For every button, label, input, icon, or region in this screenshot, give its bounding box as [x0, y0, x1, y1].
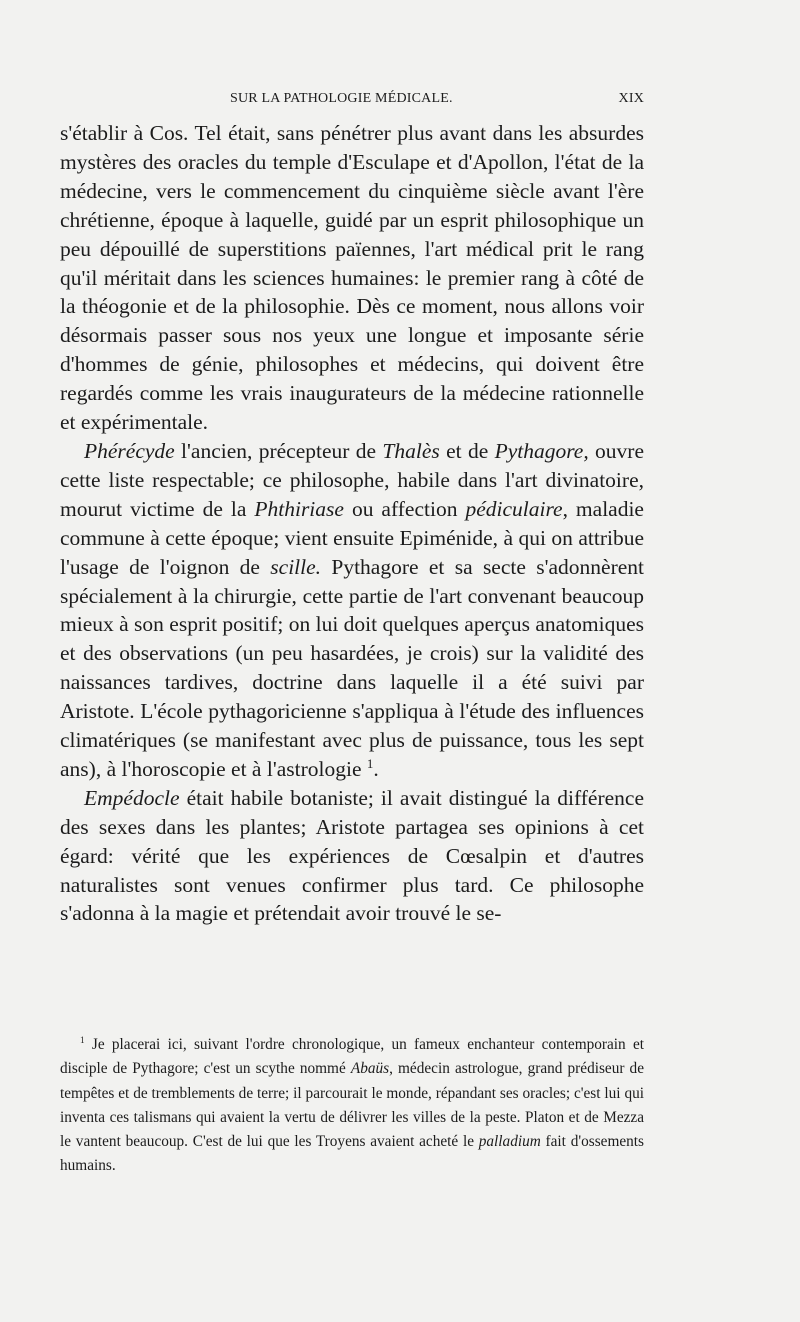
- term-phthiriase: Phthiriase: [254, 496, 344, 521]
- footnotes: [60, 1033, 644, 1179]
- main-text: [60, 119, 644, 928]
- paragraph-3: [60, 784, 644, 929]
- term-palladium: palladium: [478, 1133, 541, 1151]
- paragraph-2-text-c: ouvre cette liste respectable; ce philosophe, habile dans l'art divinatoire, mourut victime de la: [60, 438, 645, 521]
- footnote-text-b: , médecin astrologue, grand prédiseur de tempêtes et de tremblements de terre; il parcourait le monde, répandant ses oracles; c'est lui qui inventa ces talismans qui avaient la vertu de délivrer les villes de la peste. Platon et de Mezza le vantent beaucoup. C'est de lui que les Troyens avaient acheté le: [60, 1060, 644, 1151]
- footnote-text-a: Je placerai ici, suivant l'ordre chronologique, un fameux enchanteur contemporain et disciple de Pythagore; c'est un scythe nommé: [60, 1036, 644, 1078]
- paragraph-1: s'établir à Cos. Tel était, sans pénétrer plus avant dans les absurdes mystères des oracles du temple d'Esculape et d'Apollon, l'état de la médecine, vers le commencement du cinquième siècle avant l'ère chrétienne, époque à laquelle, guidé par un esprit philosophique un peu dépouillé de superstitions païennes, l'art médical prit le rang qu'il méritait dans les sciences humaines: le premier rang à côté de la théogonie et de la philosophie. Dès ce moment, nous allons voir désormais passer sous nos yeux une longue et imposante série d'hommes de génie, philosophes et médecins, qui doivent être regardés comme les vrais inaugurateurs de la médecine rationnelle et expérimentale.: [60, 121, 644, 435]
- page-number: XIX: [618, 91, 644, 106]
- paragraph-2: [60, 437, 644, 784]
- footnote-text-c: fait d'ossements humains.: [60, 1133, 644, 1175]
- paragraph-2-text-d: ou affection: [343, 496, 466, 521]
- footnote-1: [60, 1033, 644, 1179]
- running-header: [60, 91, 644, 111]
- paragraph-2-text-g: .: [373, 756, 379, 781]
- name-pythagore: Pythagore,: [494, 438, 589, 463]
- footnote-reference: 1: [366, 756, 374, 771]
- name-abaris: Abaüs: [350, 1060, 390, 1078]
- name-pherecyde: Phérécyde: [84, 438, 175, 463]
- term-scille: scille.: [270, 554, 322, 579]
- paragraph-2-text-e: , maladie commune à cette époque; vient ensuite Epiménide, à qui on attribue l'usage de l'oignon de: [60, 496, 644, 579]
- name-thales: Thalès: [382, 438, 440, 463]
- paragraph-2-text-b: et de: [439, 438, 495, 463]
- name-empedocle: Empédocle: [84, 785, 180, 810]
- paragraph-3-text: était habile botaniste; il avait distingué la différence des sexes dans les plantes; Aristote partagea ses opinions à cet égard: vérité que les expériences de Cœsalpin et d'autres naturalistes sont venues confirmer plus tard. Ce philosophe s'adonna à la magie et prétendait avoir trouvé le se-: [60, 785, 644, 926]
- footnote-marker: 1: [80, 1034, 85, 1045]
- running-title: SUR LA PATHOLOGIE MÉDICALE.: [230, 91, 453, 106]
- paragraph-2-text-f: Pythagore et sa secte s'adonnèrent spécialement à la chirurgie, cette partie de l'art convenant beaucoup mieux à son esprit positif; on lui doit quelques aperçus anatomiques et des observations (un peu hasardées, je crois) sur la validité des naissances tardives, doctrine dans laquelle il a été suivi par Aristote. L'école pythagoricienne s'appliqua à l'étude des influences climatériques (se manifestant avec plus de puissance, tous les sept ans), à l'horoscopie et à l'astrologie: [60, 554, 644, 781]
- term-pediculaire: pédiculaire: [465, 496, 563, 521]
- paragraph-2-text-a: l'ancien, précepteur de: [174, 438, 383, 463]
